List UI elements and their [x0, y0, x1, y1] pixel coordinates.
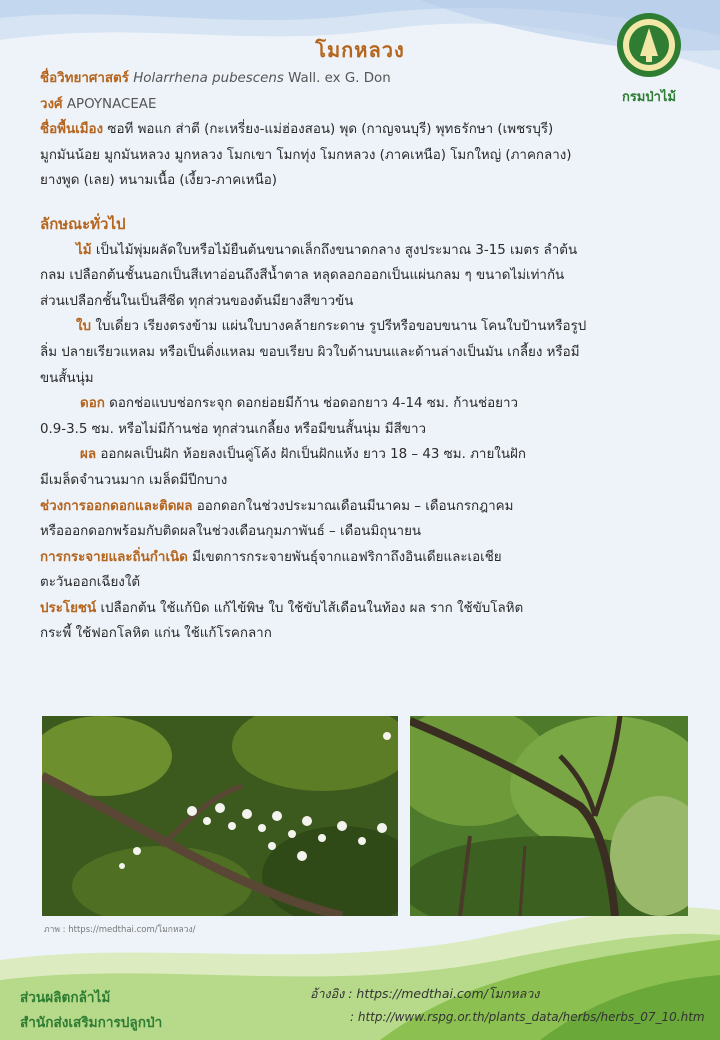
org-line-1: ส่วนผลิตกล้าไม้: [20, 990, 111, 1006]
tree-label: ไม้: [76, 242, 92, 258]
distribution-row: การกระจายและถิ่นกำเนิด มีเขตการกระจายพันธุ์จากแอฟริกาถึงอินเดียและเอเชีย: [40, 549, 502, 565]
scientific-name: Holarrhena pubescens: [133, 71, 284, 86]
local-names-row: [40, 117, 680, 143]
local-names-label: ชื่อพื้นเมือง: [40, 122, 104, 138]
photo-credit: ภาพ : https://medthai.com/โมกหลวง/: [44, 925, 196, 935]
tree-description-line-2: กลม เปลือกต้นชั้นนอกเป็นสีเทาอ่อนถึงสีน้ำตาล หลุดลอกออกเป็นแผ่นกลม ๆ ขนาดไม่เท่ากัน: [40, 268, 565, 284]
fruit-description-line-2: มีเมล็ดจำนวนมาก เมล็ดมีปีกบาง: [40, 472, 228, 488]
flower-description-line-1: ดอก ดอกช่อแบบช่อกระจุก ดอกย่อยมีก้าน ช่อดอกยาว 4-14 ซม. ก้านช่อยาว: [80, 396, 518, 412]
leaf-description-line-3: ขนสั้นนุ่ม: [40, 370, 94, 386]
footer-organization: [20, 986, 162, 1036]
tree-description-line-1: ไม้ เป็นไม้พุ่มผลัดใบหรือไม้ยืนต้นขนาดเล็กถึงขนาดกลาง สูงประมาณ 3-15 เมตร ลำต้น: [76, 242, 578, 258]
leaf-label: ใบ: [76, 319, 92, 335]
fruit-label: ผล: [80, 447, 97, 463]
flower-description-line-2: 0.9-3.5 ซม. หรือไม่มีก้านช่อ ทุกส่วนเกลี้ยง หรือมีขนสั้นนุ่ม มีสีขาว: [40, 421, 426, 437]
flowering-row: ช่วงการออกดอกและติดผล ออกดอกในช่วงประมาณเดือนมีนาคม – เดือนกรกฎาคม: [40, 498, 514, 514]
page-title: โมกหลวง: [315, 38, 405, 62]
reference-line-2: : http://www.rspg.or.th/plants_data/herbs/herbs_07_10.htm: [350, 1010, 705, 1024]
distribution-line-2: ตะวันออกเฉียงใต้: [40, 575, 141, 591]
local-names-line-3: ยางพูด (เลย) หนามเนื้อ (เงี้ยว-ภาคเหนือ): [40, 173, 278, 189]
uses-row: ประโยชน์ เปลือกต้น ใช้แก้บิด แก้ไข้พิษ ใบ ใช้ขับไส้เดือนในท้อง ผล ราก ใช้ขับโลหิต: [40, 600, 524, 616]
main-content: [40, 66, 680, 647]
reference-line-1: อ้างอิง : https://medthai.com/โมกหลวง: [310, 986, 540, 1001]
family-name: APOYNACEAE: [66, 96, 157, 112]
leaf-description-line-2: ลิ่ม ปลายเรียวแหลม หรือเป็นติ่งแหลม ขอบเรียบ ผิวใบด้านบนและด้านล่างเป็นมัน เกลี้ยง หรือมี: [40, 344, 580, 360]
scientific-name-row: [40, 66, 680, 92]
leaf-description-line-1: ใบ ใบเดี่ยว เรียงตรงข้าม แผ่นใบบางคล้ายกระดาษ รูปรีหรือขอบขนาน โคนใบป้านหรือรูป: [76, 319, 587, 335]
family-row: [40, 92, 680, 118]
scientific-name-label: ชื่อวิทยาศาสตร์: [40, 71, 129, 86]
flowers-photo: [42, 716, 398, 916]
flowering-label: ช่วงการออกดอกและติดผล: [40, 498, 193, 514]
characteristics-heading: ลักษณะทั่วไป: [40, 214, 126, 233]
tree-description-line-3: ส่วนเปลือกชั้นในเป็นสีซีด ทุกส่วนของต้นมียางสีขาวข้น: [40, 293, 354, 309]
local-names-line-2: มูกมันน้อย มูกมันหลวง มูกหลวง โมกเขา โมกทุ่ง โมกหลวง (ภาคเหนือ) โมกใหญ่ (ภาคกลาง): [40, 147, 572, 163]
local-names-line-1: ซอที พอแก ส่าตี (กะเหรี่ยง-แม่ฮ่องสอน) พุด (กาญจนบุรี) พุทธรักษา (เพชรบุรี): [107, 122, 554, 138]
family-label: วงศ์: [40, 96, 63, 112]
distribution-label: การกระจายและถิ่นกำเนิด: [40, 549, 188, 565]
org-line-2: สำนักส่งเสริมการปลูกป่า: [20, 1015, 163, 1031]
logo-label: กรมป่าไม้: [621, 90, 677, 105]
flower-label: ดอก: [80, 396, 105, 412]
tree-photo: [410, 716, 688, 916]
flowering-line-2: หรือออกดอกพร้อมกับติดผลในช่วงเดือนกุมภาพันธ์ – เดือนมิถุนายน: [40, 524, 422, 540]
uses-label: ประโยชน์: [40, 600, 97, 616]
fruit-description-line-1: ผล ออกผลเป็นฝัก ห้อยลงเป็นคู่โค้ง ฝักเป็นฝักแห้ง ยาว 18 – 43 ซม. ภายในฝัก: [80, 447, 526, 463]
uses-line-2: กระพี้ ใช้ฟอกโลหิต แก่น ใช้แก้โรคกลาก: [40, 626, 272, 642]
scientific-author: Wall. ex G. Don: [288, 71, 391, 86]
